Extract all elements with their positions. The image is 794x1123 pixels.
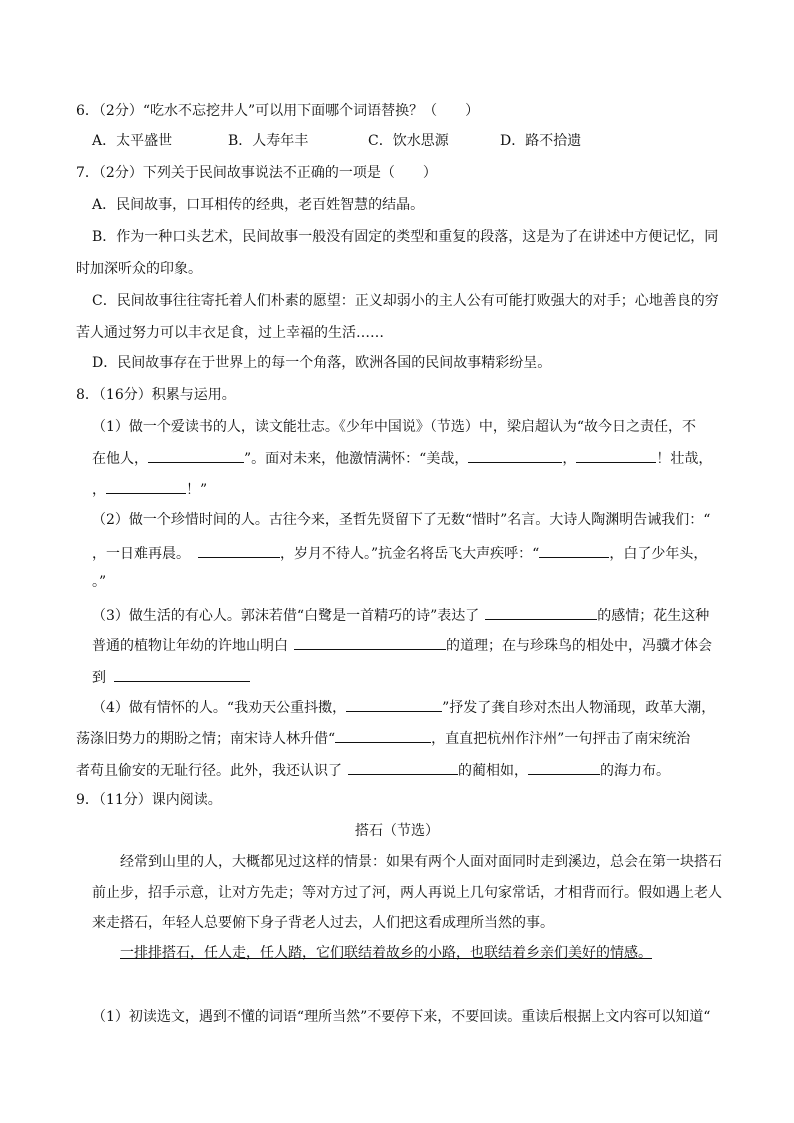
passage-para1-line2: 前止步，招手示意，让对方先走；等对方过了河，两人再说上几句家常话，才相背而行。假如遇上老人 (92, 885, 722, 901)
text: ，白了少年头， (609, 546, 708, 562)
answer-blank[interactable] (348, 760, 458, 775)
text: ！壮哉， (656, 451, 713, 467)
text: ！” (186, 482, 208, 498)
answer-blank[interactable] (576, 448, 656, 463)
text: ， (562, 451, 577, 467)
q8-part2-line3: 。” (92, 574, 107, 590)
text: ，岁月不待人。”抗金名将岳飞大声疾呼：“ (280, 546, 540, 562)
text: 的道理；在与珍珠鸟的相处中，冯骥才体会 (446, 638, 712, 654)
passage-para1-line3: 来走搭石，年轻人总要俯下身子背老人过去，人们把这看成理所当然的事。 (92, 915, 554, 931)
text: ”抒发了龚自珍对杰出人物涌现，政革大潮， (442, 700, 716, 716)
q8-part1-line1: （1）做一个爱读书的人，读文能壮志。《少年中国说》（节选）中，梁启超认为“故今日之责任，不 (92, 419, 697, 435)
question-7-option-c-cont: 苦人通过努力可以丰衣足食，过上幸福的生活…… (76, 325, 384, 341)
option-b[interactable]: B．人寿年丰 (228, 133, 309, 149)
q8-part1-line3 (92, 479, 207, 499)
q8-part3-line1 (92, 605, 709, 625)
question-7-option-b-cont: 时加深听众的印象。 (76, 261, 202, 277)
q9-sub1: （1）初读选文，遇到不懂的词语“理所当然”不要停下来，不要回读。重读后根据上文内容可以知道“ (92, 1009, 711, 1025)
text: ”。面对未来，他激情满怀：“美哉， (244, 451, 469, 467)
question-9-stem: 9．（11分）课内阅读。 (76, 792, 222, 808)
text: （3）做生活的有心人。郭沫若借“白鹭是一首精巧的诗”表达了 (92, 608, 480, 624)
option-a[interactable]: A．太平盛世 (92, 133, 173, 149)
text: ，直直把杭州作汴州”一句抨击了南宋统治 (431, 731, 691, 747)
question-7-option-b[interactable]: B．作为一种口头艺术，民间故事一般没有固定的类型和重复的段落，这是为了在讲述中方便记忆，同 (92, 229, 719, 245)
passage-title: 搭石（节选） (355, 823, 439, 839)
text: 普通的植物让年幼的许地山明白 (92, 638, 288, 654)
q8-part2-line1: （2）做一个珍惜时间的人。古往今来，圣哲先贤留下了无数“惜时”名言。大诗人陶渊明告诫我们：“ (92, 512, 711, 528)
q8-part4-line3 (76, 760, 670, 780)
q8-part4-line1 (92, 697, 715, 717)
answer-blank[interactable] (485, 605, 597, 620)
answer-blank[interactable] (198, 543, 280, 558)
passage-para1-line1: 经常到山里的人，大概都见过这样的情景：如果有两个人面对面同时走到溪边，总会在第一块搭石 (120, 854, 722, 870)
answer-blank[interactable] (528, 760, 600, 775)
text: ，一日难再晨。 (92, 546, 190, 562)
question-6-stem: 6．（2分）“吃水不忘挖井人”可以用下面哪个词语替换？（ ） (76, 103, 480, 119)
q8-part2-line2 (92, 543, 707, 563)
answer-blank[interactable] (148, 448, 244, 463)
text: 在他人， (92, 451, 148, 467)
q8-part4-line2 (76, 728, 690, 748)
text: 的海力布。 (600, 763, 670, 779)
text: 的感情；花生这种 (597, 608, 710, 624)
text: 荡涤旧势力的期盼之情；南宋诗人林升借“ (76, 731, 336, 747)
question-7-option-a[interactable]: A．民间故事，口耳相传的经典，老百姓智慧的结晶。 (92, 197, 425, 213)
text: 到 (92, 670, 106, 686)
text: （4）做有情怀的人。“我劝天公重抖擞， (92, 700, 347, 716)
option-c[interactable]: C．饮水思源 (368, 133, 449, 149)
question-7-stem: 7．（2分）下列关于民间故事说法不正确的一项是（ ） (76, 165, 437, 181)
text: ， (92, 482, 106, 498)
text: 者苟且偷安的无耻行径。此外，我还认识了 (76, 763, 342, 779)
q8-part3-line2 (92, 635, 712, 655)
q8-part1-line2 (92, 448, 712, 468)
option-d[interactable]: D．路不拾遗 (500, 133, 582, 149)
answer-blank[interactable] (294, 635, 446, 650)
question-8-stem: 8．（16分）积累与运用。 (76, 387, 236, 403)
answer-blank[interactable] (335, 728, 431, 743)
answer-blank[interactable] (468, 448, 562, 463)
q8-part3-line3 (92, 667, 250, 687)
answer-blank[interactable] (539, 543, 609, 558)
answer-blank[interactable] (114, 667, 250, 682)
question-7-option-d[interactable]: D．民间故事存在于世界上的每一个角落，欧洲各国的民间故事精彩纷呈。 (92, 355, 552, 371)
question-7-option-c[interactable]: C．民间故事往往寄托着人们朴素的愿望：正义却弱小的主人公有可能打败强大的对手；心地善良的穷 (92, 293, 719, 309)
answer-blank[interactable] (346, 697, 442, 712)
answer-blank[interactable] (106, 479, 186, 494)
underlined-sentence: 一排排搭石，任人走，任人踏，它们联结着故乡的小路，也联结着乡亲们美好的情感。 (120, 945, 652, 961)
text: 的蔺相如， (458, 763, 528, 779)
